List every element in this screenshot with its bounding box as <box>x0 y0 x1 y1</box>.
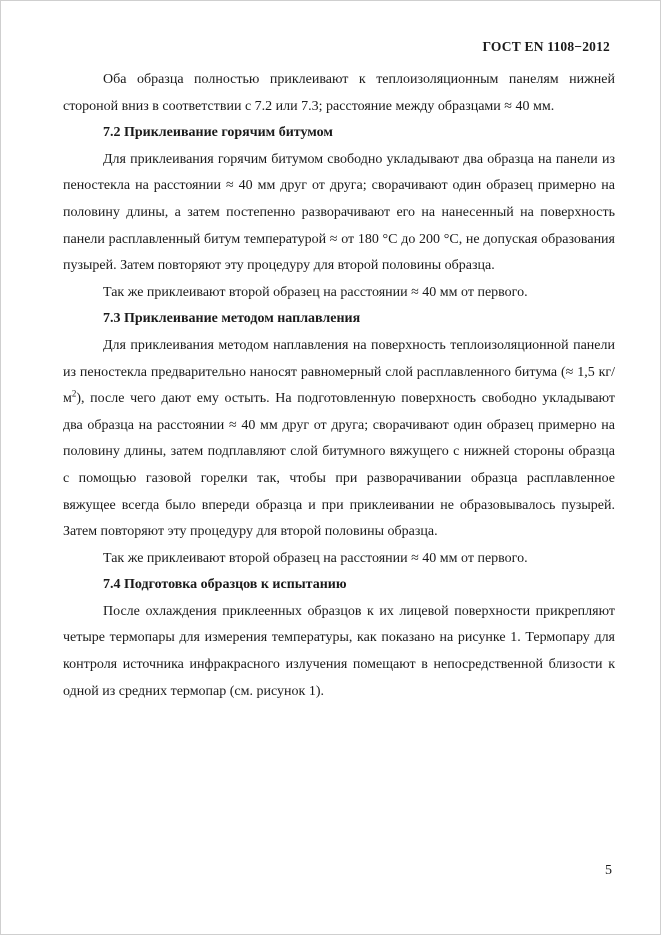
section-7-4-paragraph-1: После охлаждения приклеенных образцов к их лицевой поверхности прикрепляют четыре термопары для измерения температуры, как показано на рисунке 1. Термопару для контроля источника инфракрасного излучения помещают в непосредственной близости к одной из средних термопар (см. рисунок 1). <box>63 603 615 699</box>
section-7-3-text-part-2: ), после чего дают ему остыть. На подготовленную поверхность свободно укладывают два образца на расстоянии ≈ 40 мм друг от друга; сворачивают один образец примерно на половину длины, затем подплавляют слой битумного вяжущего с нижней стороны образца с помощью газовой горелки так, чтобы при разворачивании образца расплавленное вяжущее всегда было впереди образца и при приклеивании не образовывалось пузырей. Затем повторяют эту процедуру для второй половины образца. <box>63 391 615 540</box>
section-7-4-heading: 7.4 Подготовка образцов к испытанию <box>103 577 347 593</box>
section-7-3-heading: 7.3 Приклеивание методом наплавления <box>103 311 361 327</box>
square-meter-superscript: 2 <box>71 388 77 399</box>
document-code-header: ГОСТ EN 1108−2012 <box>482 39 610 54</box>
section-7-3-text-part-1: Для приклеивания методом наплавления на поверхность теплоизоляционной панели из пеностекла предварительно наносят равномерный слой расплавленного битума (≈ 1,5 кг/м <box>63 337 615 407</box>
section-7-2-paragraph-1: Для приклеивания горячим битумом свободно укладывают два образца на панели из пеностекла на расстоянии ≈ 40 мм друг от друга; сворачивают один образец примерно на половину длины, а затем постепенно разворачивают его на нанесенный на поверхность панели расплавленный битум температурой ≈ от 180 °С до 200 °С, не допуская образования пузырей. Затем повторяют эту процедуру для второй половины образца. <box>63 151 615 274</box>
section-7-2-paragraph-2: Так же приклеивают второй образец на расстоянии ≈ 40 мм от первого. <box>103 284 528 300</box>
page-number: 5 <box>605 863 612 878</box>
section-7-2-heading: 7.2 Приклеивание горячим битумом <box>103 125 333 141</box>
section-7-3-paragraph-1 <box>63 333 615 546</box>
section-7-3-paragraph-2: Так же приклеивают второй образец на расстоянии ≈ 40 мм от первого. <box>103 550 528 566</box>
intro-paragraph: Оба образца полностью приклеивают к теплоизоляционным панелям нижней стороной вниз в соответствии с 7.2 или 7.3; расстояние между образцами ≈ 40 мм. <box>63 72 615 114</box>
document-body <box>63 67 615 705</box>
